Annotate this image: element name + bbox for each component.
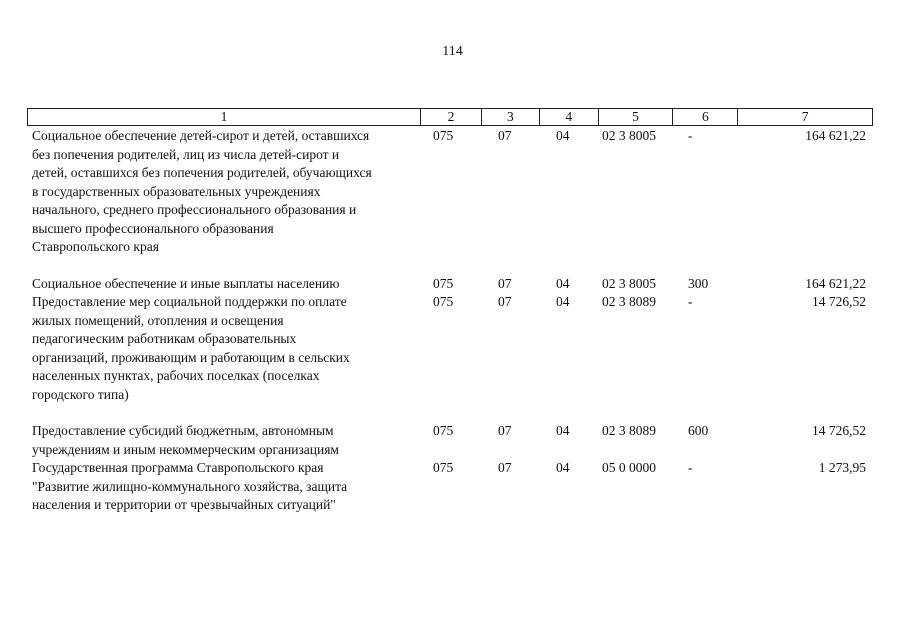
row-col-7: 164 621,22 [805,128,866,143]
row-col-5: 05 0 0000 [602,460,656,475]
row-col-4: 04 [556,423,570,438]
row-col-6: - [688,294,693,309]
header-col-1: 1 [28,109,421,125]
row-col-5: 02 3 8089 [602,294,656,309]
row-col-6: 600 [688,423,709,438]
row-col-2: 075 [433,128,454,143]
header-col-6: 6 [673,109,738,125]
row-col-7: 14 726,52 [812,294,866,309]
row-col-6: 300 [688,275,709,291]
row-spacer [27,257,873,275]
row-col-6: - [688,460,693,475]
row-name: Предоставление мер социальной поддержки по оплате жилых помещений, отопления и освещения педагогическим работникам образовательных организаций, проживающим и работающим в сельских населенных пунктах, рабочих поселках (поселках городского типа) [32,294,350,402]
header-col-5: 5 [599,109,674,125]
table-row [27,275,873,294]
header-col-3: 3 [482,109,540,125]
row-name: Социальное обеспечение детей-сирот и детей, оставшихся без попечения родителей, лиц из числа детей-сирот и детей, оставшихся без попечения родителей, обучающихся в государственных образовательных учреждениях начального, среднего профессионального образования и высшего профессионального образования Ставропольского края [32,128,372,254]
row-col-3: 07 [498,128,512,143]
row-col-2: 075 [433,275,454,291]
row-name: Предоставление субсидий бюджетным, автономным учреждениям и иным некоммерческим организациям [32,423,339,457]
row-name: Государственная программа Ставропольского края "Развитие жилищно-коммунального хозяйства, защита населения и территории от чрезвычайных ситуаций" [32,460,348,512]
row-col-4: 04 [556,275,570,291]
row-name: Социальное обеспечение и иные выплаты населению [32,275,340,291]
row-col-6: - [688,128,693,143]
header-col-2: 2 [421,109,482,125]
row-col-2: 075 [433,423,454,438]
row-col-3: 07 [498,275,512,291]
header-col-4: 4 [540,109,599,125]
table-header [27,108,873,126]
row-col-7: 1 273,95 [818,460,866,475]
table-row [27,293,873,404]
row-col-4: 04 [556,460,570,475]
row-col-7: 164 621,22 [805,275,866,291]
table-row [27,127,873,257]
row-col-4: 04 [556,128,570,143]
row-col-4: 04 [556,294,570,309]
row-col-5: 02 3 8005 [602,128,656,143]
table-row [27,459,873,515]
row-col-3: 07 [498,294,512,309]
table-body [27,127,873,515]
row-col-5: 02 3 8089 [602,423,656,438]
row-spacer [27,404,873,422]
row-col-5: 02 3 8005 [602,275,656,291]
row-col-3: 07 [498,423,512,438]
row-col-2: 075 [433,294,454,309]
row-col-2: 075 [433,460,454,475]
page-number: 114 [442,44,463,59]
header-col-7: 7 [801,109,809,124]
table-row [27,422,873,459]
row-col-7: 14 726,52 [812,423,866,438]
row-col-3: 07 [498,460,512,475]
